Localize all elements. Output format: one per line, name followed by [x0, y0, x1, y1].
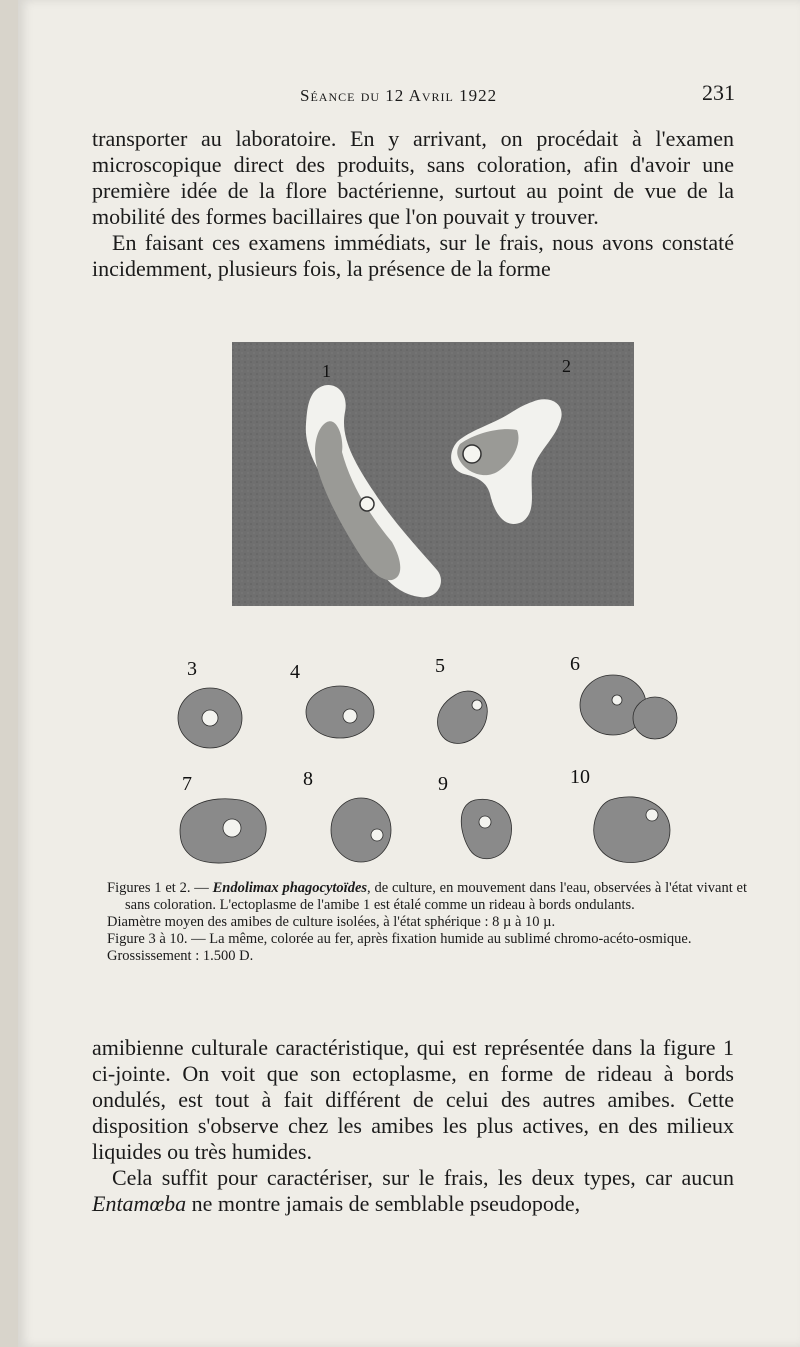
stained-amoebae-figures [165, 650, 725, 880]
nucleus-figure-10 [646, 809, 658, 821]
caption-magnification: Grossissement : 1.500 D. [107, 948, 254, 964]
figure-label-6: 6 [570, 653, 580, 675]
paragraph-bottom-2 [92, 1165, 734, 1217]
photographic-plate [232, 342, 634, 606]
figure-label-7: 7 [182, 773, 192, 795]
caption-figures-3-10: Figure 3 à 10. — La même, colorée au fer, après fixation humide au sublimé chromo-acéto-osmique. [107, 931, 692, 947]
amoeba-figure-5 [438, 691, 488, 743]
figure-caption [107, 880, 747, 965]
plate-label-2: 2 [562, 356, 571, 376]
nucleus-figure-9 [479, 816, 491, 828]
nucleus-figure-8 [371, 829, 383, 841]
caption-prefix: Figures 1 et 2. — [107, 880, 213, 896]
amoeba-figure-10 [594, 797, 670, 863]
nucleus-figure-3 [202, 710, 218, 726]
plate-illustration [232, 342, 634, 606]
paragraph-bottom-2-end: ne montre jamais de semblable pseudopode, [186, 1191, 581, 1216]
amoeba-2-nucleus [463, 445, 481, 463]
paragraph-bottom-1: amibienne culturale caractéristique, qui est représentée dans la figure 1 ci-jointe. On voit que son ectoplasme, en forme de rideau à bords ondulés, est tout à fait différent de celui des autres amibes. Cette disposition s'observe chez les amibes les plus actives, en des milieux liquides ou très humides. [92, 1035, 734, 1164]
figures-3-to-10 [165, 650, 725, 880]
figure-label-4: 4 [290, 661, 300, 683]
figure-label-10: 10 [570, 766, 590, 788]
plate-label-1: 1 [322, 361, 331, 381]
caption-diameter: Diamètre moyen des amibes de culture isolées, à l'état sphérique : 8 µ à 10 µ. [107, 914, 556, 930]
top-text-block [92, 126, 734, 282]
nucleus-figure-6 [612, 695, 622, 705]
page-gutter [0, 0, 18, 1347]
bottom-text-block [92, 1035, 734, 1217]
amoeba-figure-6b [633, 697, 677, 739]
figure-label-9: 9 [438, 773, 448, 795]
amoeba-figure-4 [306, 686, 374, 738]
paragraph-top-2: En faisant ces examens immédiats, sur le frais, nous avons constaté incidemment, plusieurs fois, la présence de la forme [92, 230, 734, 281]
amoeba-1-nucleus [360, 497, 374, 511]
page-header [95, 80, 735, 114]
running-head: Séance du 12 Avril 1922 [300, 86, 498, 105]
nucleus-figure-7 [223, 819, 241, 837]
paragraph-bottom-2-start: Cela suffit pour caractériser, sur le frais, les deux types, car aucun [112, 1165, 734, 1190]
genus-name-entamoeba: Entamœba [92, 1191, 187, 1216]
figure-label-5: 5 [435, 655, 445, 677]
amoeba-figure-9 [461, 799, 511, 858]
caption-species-name: Endolimax phagocytoïdes [212, 880, 368, 896]
nucleus-figure-4 [343, 709, 357, 723]
amoeba-figure-8 [331, 798, 391, 862]
paragraph-top-1: transporter au laboratoire. En y arrivant, on procédait à l'examen microscopique direct des produits, sans coloration, afin d'avoir une première idée de la flore bactérienne, surtout au point de vue de la mobilité des formes bacillaires que l'on pouvait y trouver. [92, 126, 734, 229]
caption-figures-1-2 [107, 880, 747, 914]
caption-description: , de culture, en mouvement dans l'eau, observées à l'état vivant et sans coloration. L'ectoplasme de l'amibe 1 est étalé comme un rideau à bords ondulants. [125, 880, 748, 913]
figure-label-8: 8 [303, 768, 313, 790]
nucleus-figure-5 [472, 700, 482, 710]
page-number: 231 [702, 80, 735, 105]
figure-label-3: 3 [187, 658, 197, 680]
